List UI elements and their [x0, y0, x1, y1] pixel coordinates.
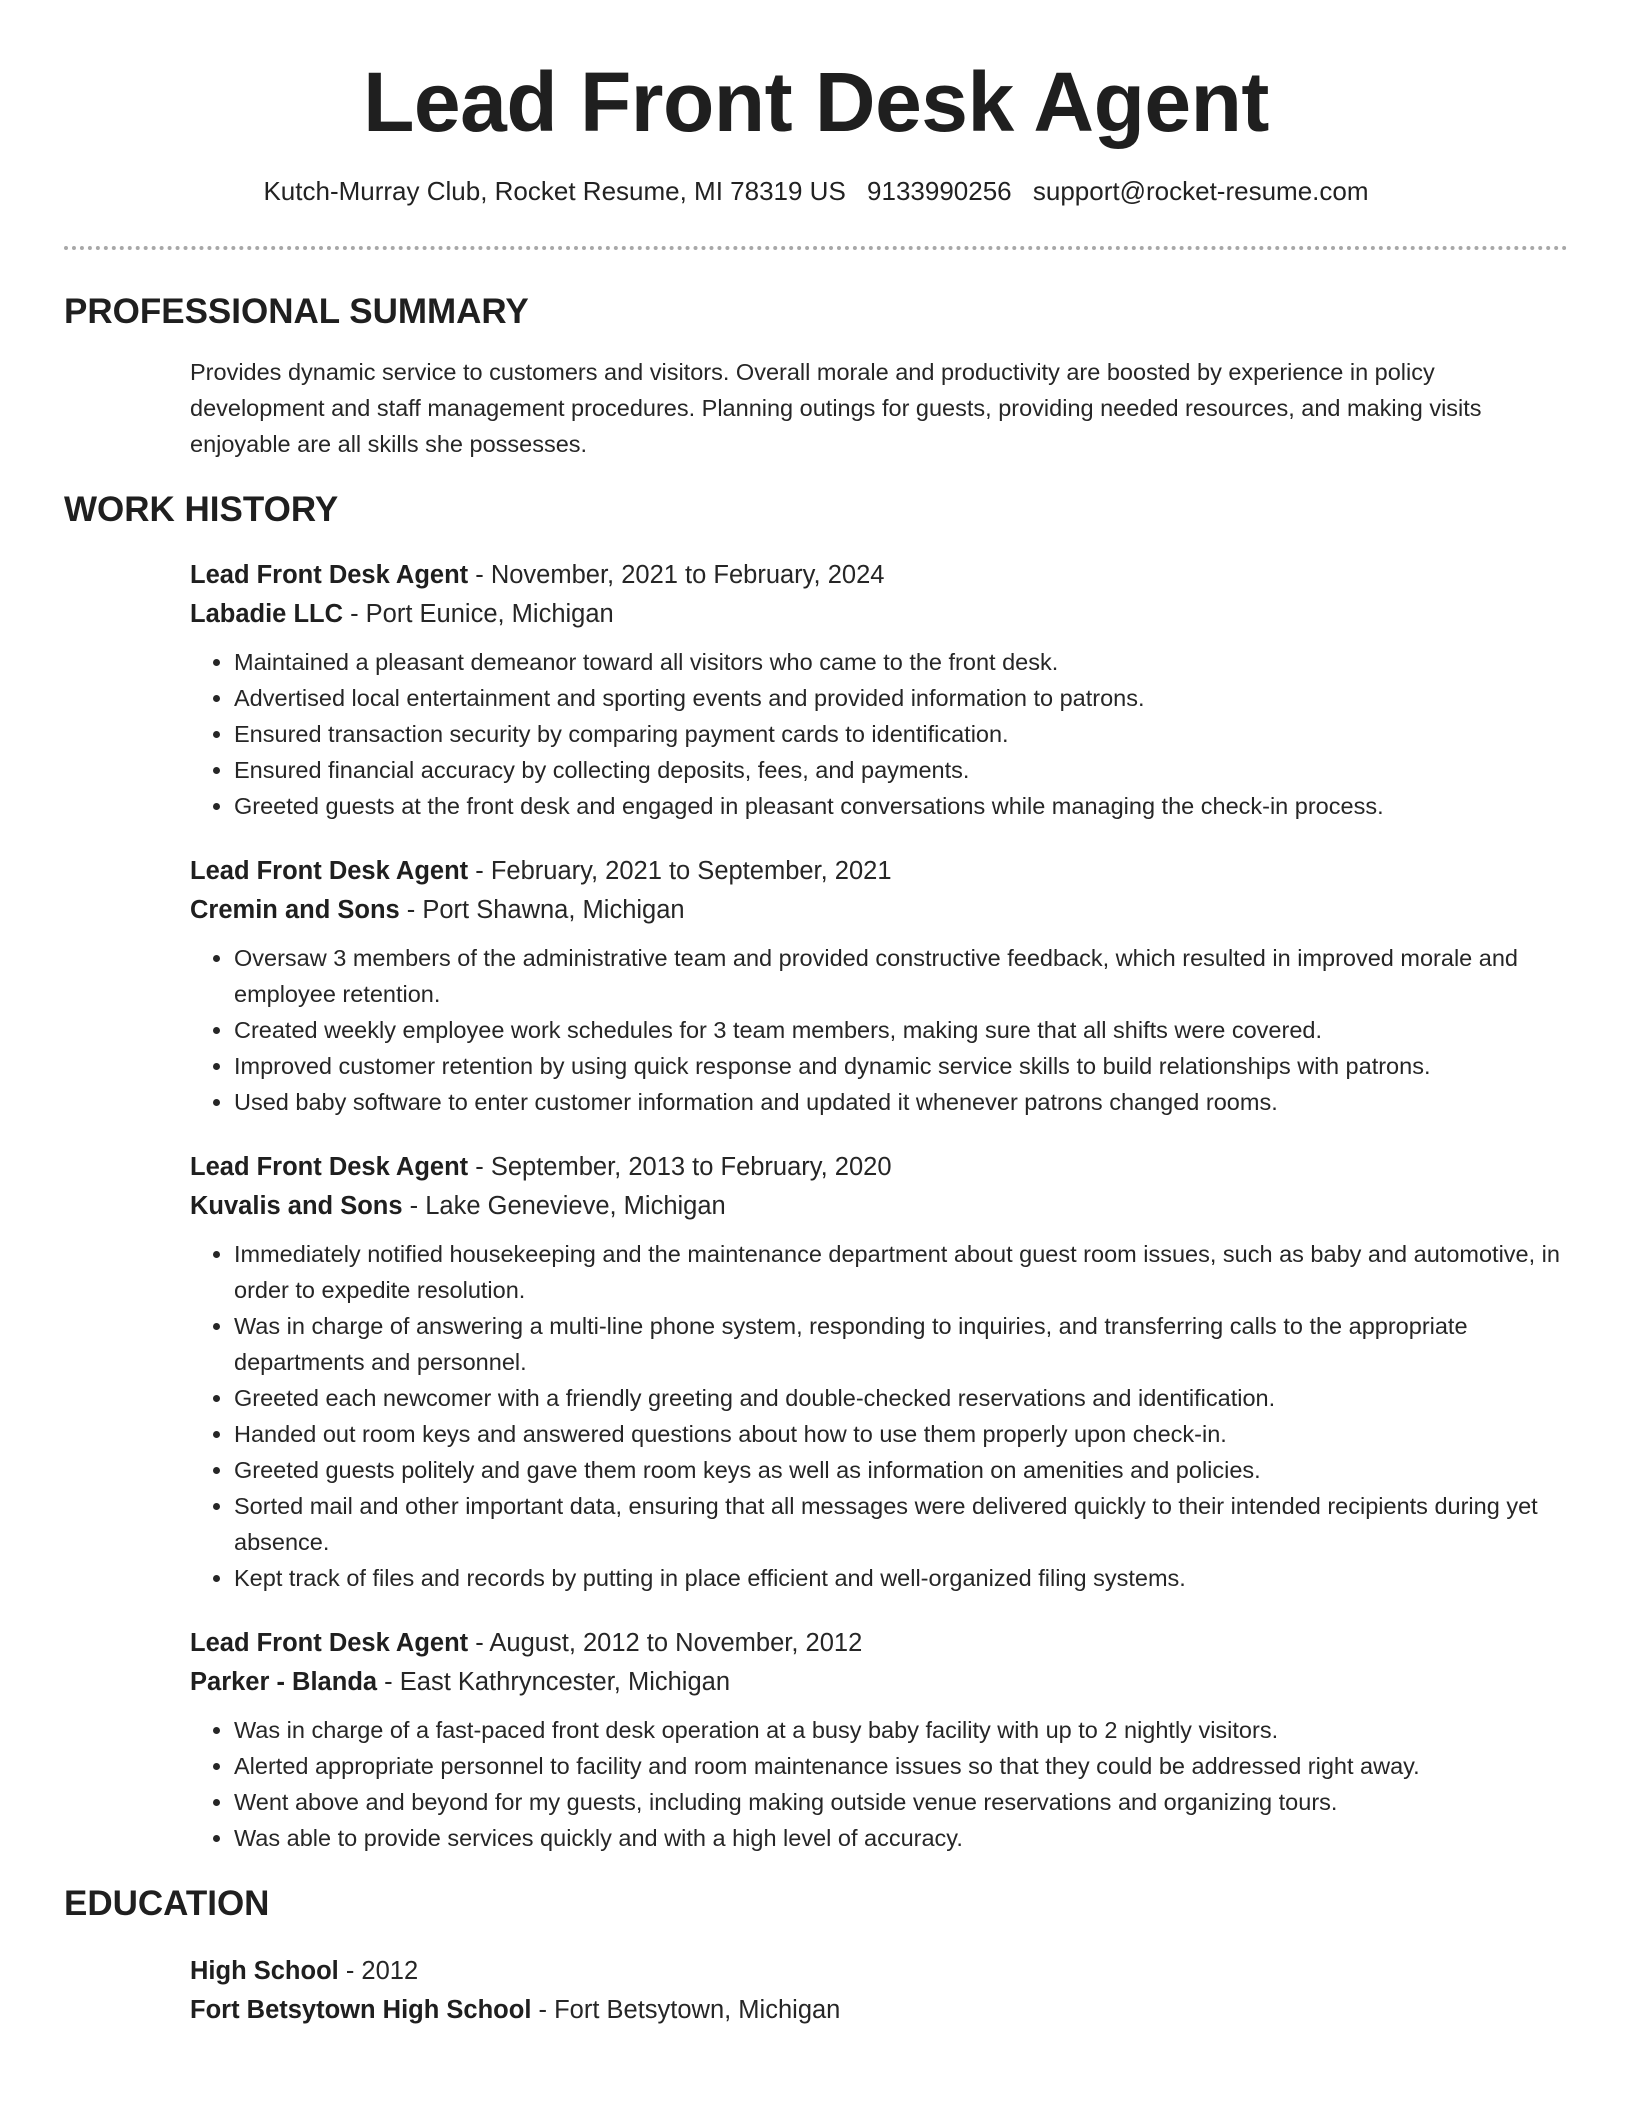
job-bullet: • Was in charge of answering a multi-line phone system, responding to inquiries, and transferring calls to the appropriate departments and personnel.	[234, 1308, 1568, 1380]
job-company: Parker - Blanda	[190, 1668, 378, 1696]
education-degree-line	[190, 1952, 1568, 1991]
job-bullet: • Immediately notified housekeeping and the maintenance department about guest room issues, such as baby and automotive, in order to expedite resolution.	[234, 1236, 1568, 1308]
job-role: Lead Front Desk Agent	[190, 1629, 469, 1657]
header-divider	[64, 246, 1568, 250]
job-entry	[190, 1148, 1568, 1596]
job-role: Lead Front Desk Agent	[190, 857, 469, 885]
job-bullet: • Greeted guests at the front desk and engaged in pleasant conversations while managing the check-in process.	[234, 788, 1568, 824]
section-title-summary: PROFESSIONAL SUMMARY	[64, 292, 529, 331]
job-bullets	[190, 1236, 1568, 1596]
job-location: - East Kathryncester, Michigan	[377, 1668, 730, 1696]
job-company-line	[190, 1663, 1568, 1702]
job-bullet: • Handed out room keys and answered questions about how to use them properly upon check-in.	[234, 1416, 1568, 1452]
job-entry	[190, 556, 1568, 824]
job-company: Labadie LLC	[190, 600, 344, 628]
job-bullets	[190, 940, 1568, 1120]
job-role: Lead Front Desk Agent	[190, 1153, 469, 1181]
job-bullet: • Was in charge of a fast-paced front desk operation at a busy baby facility with up to 2 nightly visitors.	[234, 1712, 1568, 1748]
job-bullet: • Went above and beyond for my guests, including making outside venue reservations and organizing tours.	[234, 1784, 1568, 1820]
job-role: Lead Front Desk Agent	[190, 561, 469, 589]
job-bullet: • Kept track of files and records by putting in place efficient and well-organized filing systems.	[234, 1560, 1568, 1596]
section-title-work: WORK HISTORY	[64, 490, 339, 529]
contact-phone: 9133990256	[867, 176, 1012, 206]
job-bullet: • Sorted mail and other important data, ensuring that all messages were delivered quickly to their intended recipients during yet absence.	[234, 1488, 1568, 1560]
job-bullets	[190, 1712, 1568, 1856]
job-entry	[190, 1624, 1568, 1856]
contact-address: Kutch-Murray Club, Rocket Resume, MI 78319 US	[263, 176, 846, 206]
job-bullet: • Alerted appropriate personnel to facility and room maintenance issues so that they could be addressed right away.	[234, 1748, 1568, 1784]
contact-line	[64, 174, 1568, 208]
job-bullet: • Oversaw 3 members of the administrative team and provided constructive feedback, which resulted in improved morale and employee retention.	[234, 940, 1568, 1012]
job-company: Cremin and Sons	[190, 896, 400, 924]
job-bullets	[190, 644, 1568, 824]
job-company-line	[190, 891, 1568, 930]
job-dates: - November, 2021 to February, 2024	[468, 561, 885, 589]
job-company-line	[190, 1187, 1568, 1226]
education-school: Fort Betsytown High School	[190, 1996, 532, 2024]
job-bullet: • Maintained a pleasant demeanor toward all visitors who came to the front desk.	[234, 644, 1568, 680]
job-company: Kuvalis and Sons	[190, 1192, 403, 1220]
job-role-line	[190, 1624, 1568, 1663]
job-bullet: • Created weekly employee work schedules for 3 team members, making sure that all shifts were covered.	[234, 1012, 1568, 1048]
job-bullet: • Improved customer retention by using quick response and dynamic service skills to build relationships with patrons.	[234, 1048, 1568, 1084]
professional-summary-section	[64, 290, 1568, 462]
job-bullet: • Greeted guests politely and gave them room keys as well as information on amenities and policies.	[234, 1452, 1568, 1488]
education-year: - 2012	[338, 1957, 419, 1985]
job-location: - Port Eunice, Michigan	[343, 600, 614, 628]
section-title-education: EDUCATION	[64, 1884, 270, 1923]
job-role-line	[190, 852, 1568, 891]
education-section	[64, 1882, 1568, 2030]
job-company-line	[190, 595, 1568, 634]
job-location: - Port Shawna, Michigan	[399, 896, 685, 924]
education-entry	[190, 1952, 1568, 2030]
job-bullet: • Was able to provide services quickly and with a high level of accuracy.	[234, 1820, 1568, 1856]
job-bullet: • Advertised local entertainment and sporting events and provided information to patrons.	[234, 680, 1568, 716]
education-degree: High School	[190, 1957, 339, 1985]
job-bullet: • Ensured transaction security by comparing payment cards to identification.	[234, 716, 1568, 752]
job-dates: - February, 2021 to September, 2021	[468, 857, 892, 885]
job-bullet: • Greeted each newcomer with a friendly greeting and double-checked reservations and identification.	[234, 1380, 1568, 1416]
job-bullet: • Ensured financial accuracy by collecting deposits, fees, and payments.	[234, 752, 1568, 788]
candidate-name: Lead Front Desk Agent	[363, 55, 1269, 149]
summary-text: Provides dynamic service to customers and visitors. Overall morale and productivity are boosted by experience in policy development and staff management procedures. Planning outings for guests, providing needed resources, and making visits enjoyable are all skills she possesses.	[190, 359, 1482, 457]
education-school-line	[190, 1991, 1568, 2030]
job-bullet: • Used baby software to enter customer information and updated it whenever patrons changed rooms.	[234, 1084, 1568, 1120]
job-dates: - August, 2012 to November, 2012	[468, 1629, 863, 1657]
job-dates: - September, 2013 to February, 2020	[468, 1153, 892, 1181]
resume-header	[64, 0, 1568, 250]
job-role-line	[190, 1148, 1568, 1187]
job-entry	[190, 852, 1568, 1120]
job-role-line	[190, 556, 1568, 595]
education-location: - Fort Betsytown, Michigan	[531, 1996, 841, 2024]
contact-email: support@rocket-resume.com	[1032, 176, 1369, 206]
work-history-section	[64, 488, 1568, 1856]
job-location: - Lake Genevieve, Michigan	[402, 1192, 726, 1220]
